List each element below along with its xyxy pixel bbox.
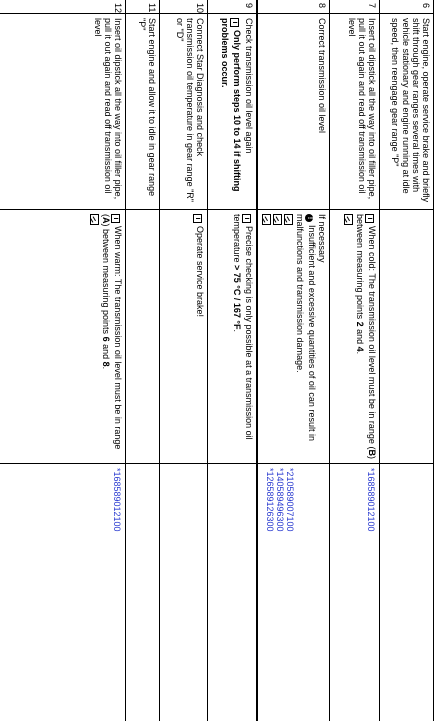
step-text: Start engine, operate service brake and briefly shift through gear ranges several times with vehicle stationary and engine running at idle speed, then reengage gear range "P" <box>390 18 431 203</box>
info-icon: i <box>230 18 239 27</box>
point-label: 8 <box>101 361 111 367</box>
reference-link[interactable]: *168589012100 <box>112 468 122 532</box>
reference-link[interactable]: *126589126300 <box>264 468 275 532</box>
step-description <box>160 14 207 210</box>
info-icon: i <box>365 214 374 223</box>
tool-icon <box>90 214 99 225</box>
info-icon: i <box>242 214 251 223</box>
step-text: Correct transmission oil level <box>317 18 327 134</box>
point-label: 2 <box>355 321 365 327</box>
step-description <box>330 14 379 210</box>
warning-icon: ! <box>305 214 313 222</box>
reference-link[interactable]: *210589007100 <box>285 468 295 532</box>
note-text: and <box>355 326 365 347</box>
tool-icon <box>344 214 353 225</box>
step-reference <box>126 464 159 721</box>
note-text: ) between measuring points <box>355 214 377 459</box>
reference-link[interactable]: *140589496300 <box>274 468 285 532</box>
step-number: 8 <box>258 0 329 14</box>
note-text: Operate service brake! <box>195 226 205 318</box>
note-text: . <box>355 351 365 355</box>
step-number: 10 <box>160 0 207 14</box>
step-emphasis: Only perform steps 10 to 14 if shifting problems occur. <box>219 18 242 192</box>
step-number: 9 <box>208 0 256 14</box>
info-icon: i <box>193 214 202 223</box>
note-text: When cold: The transmission oil level must be in range ( <box>367 226 377 450</box>
step-description <box>0 14 125 210</box>
warning-text: Insufficient and excessive quantities of oil can result in malfunctions and transmission damage. <box>294 214 317 441</box>
step-note <box>380 210 433 464</box>
table-row-9 <box>208 0 258 721</box>
step-note <box>208 210 256 464</box>
step-note <box>258 210 329 464</box>
point-label: 6 <box>101 336 111 342</box>
step-number: 7 <box>330 0 379 14</box>
range-label: A <box>101 217 111 224</box>
table-row-6 <box>380 0 434 721</box>
step-description <box>208 14 256 210</box>
step-description <box>258 14 329 210</box>
step-text: Insert oil dipstick all the way into oil filler pipe, pull it out again and read off transmission oil level <box>92 18 123 200</box>
table-row-8 <box>258 0 330 721</box>
step-description <box>380 14 433 210</box>
step-number: 11 <box>126 0 159 14</box>
step-reference <box>160 464 207 721</box>
note-text: . <box>232 329 242 333</box>
range-label: B <box>367 449 377 456</box>
step-text: Check transmission oil level again <box>244 18 254 154</box>
table-row-10 <box>160 0 208 721</box>
point-label: 4 <box>355 346 365 352</box>
step-description <box>126 14 159 210</box>
table-row-7 <box>330 0 380 721</box>
step-number: 6 <box>380 0 433 14</box>
step-text: Insert oil dipstick all the way into oil filler pipe, pull it out again and read off transmission oil level <box>346 18 377 200</box>
note-text: ) between measuring points <box>101 223 111 337</box>
note-text: . <box>101 366 111 370</box>
note-text: Precise checking is only possible at a transmission oil temperature <box>232 214 254 440</box>
tool-icon <box>262 214 271 225</box>
step-number: 12 <box>0 0 125 14</box>
note-text: and <box>101 341 111 362</box>
step-note <box>126 210 159 464</box>
table-row-12 <box>0 0 126 721</box>
info-icon: i <box>111 214 120 223</box>
step-reference <box>380 464 433 721</box>
tool-icon <box>284 214 293 225</box>
step-reference <box>258 464 329 721</box>
step-text: Connect Star Diagnosis and check transmission oil temperature in gear range "R" or "D" <box>174 18 205 202</box>
reference-link[interactable]: *168589012100 <box>366 468 376 532</box>
step-note <box>160 210 207 464</box>
temperature-value: > 75 °C / 167 °F <box>232 265 242 330</box>
tool-icon <box>273 214 282 225</box>
step-note <box>330 210 379 464</box>
note-text: When warm: The transmission oil level must be in range ( <box>101 214 123 450</box>
note-title: If necessary <box>317 214 327 263</box>
step-text: Start engine and allow it to idle in gear range "P" <box>136 18 157 197</box>
step-note <box>0 210 125 464</box>
table-row-11 <box>126 0 160 721</box>
step-reference <box>208 464 256 721</box>
